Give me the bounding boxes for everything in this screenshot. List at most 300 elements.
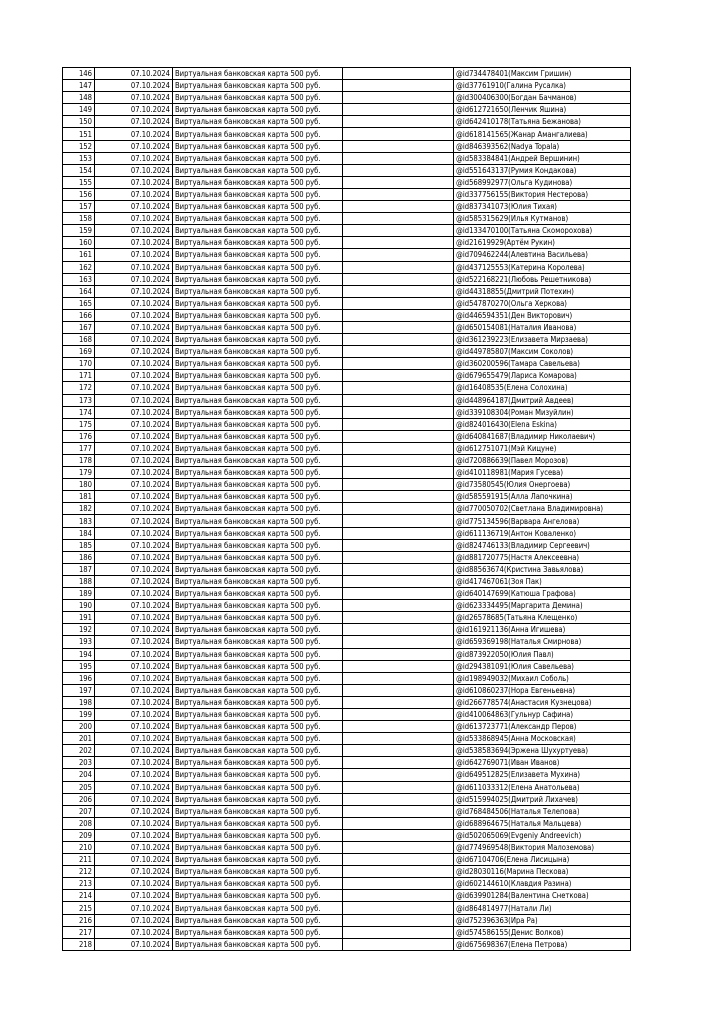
winner-cell: @id873922050(Юлия Павл): [454, 648, 631, 660]
prize-cell: Виртуальная банковская карта 500 руб.: [173, 346, 343, 358]
table-row: [63, 527, 631, 539]
date-cell: 07.10.2024: [95, 418, 173, 430]
row-number-cell: 174: [63, 406, 95, 418]
date-cell: 07.10.2024: [95, 382, 173, 394]
date-cell: 07.10.2024: [95, 188, 173, 200]
table-row: [63, 92, 631, 104]
winner-cell: @id339108304(Роман Мизуйлин): [454, 406, 631, 418]
table-row: [63, 237, 631, 249]
empty-cell: [343, 467, 454, 479]
prize-cell: Виртуальная банковская карта 500 руб.: [173, 684, 343, 696]
prize-cell: Виртуальная банковская карта 500 руб.: [173, 708, 343, 720]
empty-cell: [343, 442, 454, 454]
row-number-cell: 217: [63, 926, 95, 938]
winner-cell: @id198949032(Михаил Соболь): [454, 672, 631, 684]
winner-cell: @id28030116(Марина Пескова): [454, 866, 631, 878]
table-row: [63, 467, 631, 479]
winner-cell: @id639901284(Валентина Снеткова): [454, 890, 631, 902]
row-number-cell: 190: [63, 600, 95, 612]
winner-cell: @id437125553(Катерина Королева): [454, 261, 631, 273]
date-cell: 07.10.2024: [95, 225, 173, 237]
date-cell: 07.10.2024: [95, 309, 173, 321]
prize-cell: Виртуальная банковская карта 500 руб.: [173, 334, 343, 346]
prize-cell: Виртуальная банковская карта 500 руб.: [173, 442, 343, 454]
date-cell: 07.10.2024: [95, 781, 173, 793]
table-row: [63, 563, 631, 575]
empty-cell: [343, 104, 454, 116]
date-cell: 07.10.2024: [95, 467, 173, 479]
winner-cell: @id583384841(Андрей Вершинин): [454, 152, 631, 164]
date-cell: 07.10.2024: [95, 394, 173, 406]
date-cell: 07.10.2024: [95, 902, 173, 914]
prize-cell: Виртуальная банковская карта 500 руб.: [173, 926, 343, 938]
winner-cell: @id547870270(Ольга Херкова): [454, 297, 631, 309]
date-cell: 07.10.2024: [95, 575, 173, 587]
prize-cell: Виртуальная банковская карта 500 руб.: [173, 660, 343, 672]
winners-table: [62, 67, 631, 951]
winner-cell: @id610860237(Нора Евгеньевна): [454, 684, 631, 696]
date-cell: 07.10.2024: [95, 273, 173, 285]
empty-cell: [343, 805, 454, 817]
table-row: [63, 588, 631, 600]
row-number-cell: 159: [63, 225, 95, 237]
winner-cell: @id837341073(Юлия Тихая): [454, 201, 631, 213]
date-cell: 07.10.2024: [95, 297, 173, 309]
row-number-cell: 146: [63, 68, 95, 80]
winner-cell: @id515994025(Дмитрий Лихачев): [454, 793, 631, 805]
table-row: [63, 636, 631, 648]
date-cell: 07.10.2024: [95, 624, 173, 636]
table-row: [63, 648, 631, 660]
prize-cell: Виртуальная банковская карта 500 руб.: [173, 321, 343, 333]
table-row: [63, 201, 631, 213]
empty-cell: [343, 563, 454, 575]
prize-cell: Виртуальная банковская карта 500 руб.: [173, 297, 343, 309]
prize-cell: Виртуальная банковская карта 500 руб.: [173, 201, 343, 213]
prize-cell: Виртуальная банковская карта 500 руб.: [173, 878, 343, 890]
winner-cell: @id650154081(Наталия Иванова): [454, 321, 631, 333]
empty-cell: [343, 237, 454, 249]
prize-cell: Виртуальная банковская карта 500 руб.: [173, 866, 343, 878]
date-cell: 07.10.2024: [95, 890, 173, 902]
date-cell: 07.10.2024: [95, 201, 173, 213]
row-number-cell: 193: [63, 636, 95, 648]
empty-cell: [343, 455, 454, 467]
empty-cell: [343, 938, 454, 950]
winner-cell: @id538583694(Эржена Шухуртуева): [454, 745, 631, 757]
winner-cell: @id675698367(Елена Петрова): [454, 938, 631, 950]
row-number-cell: 148: [63, 92, 95, 104]
empty-cell: [343, 733, 454, 745]
date-cell: 07.10.2024: [95, 745, 173, 757]
table-row: [63, 878, 631, 890]
empty-cell: [343, 551, 454, 563]
prize-cell: Виртуальная банковская карта 500 руб.: [173, 249, 343, 261]
empty-cell: [343, 128, 454, 140]
winner-cell: @id568992977(Ольга Кудинова): [454, 176, 631, 188]
row-number-cell: 175: [63, 418, 95, 430]
row-number-cell: 156: [63, 188, 95, 200]
table-row: [63, 358, 631, 370]
empty-cell: [343, 600, 454, 612]
date-cell: 07.10.2024: [95, 805, 173, 817]
winner-cell: @id410064863(Гульнур Сафина): [454, 708, 631, 720]
row-number-cell: 183: [63, 515, 95, 527]
table-row: [63, 116, 631, 128]
empty-cell: [343, 696, 454, 708]
date-cell: 07.10.2024: [95, 866, 173, 878]
date-cell: 07.10.2024: [95, 914, 173, 926]
empty-cell: [343, 503, 454, 515]
row-number-cell: 160: [63, 237, 95, 249]
date-cell: 07.10.2024: [95, 854, 173, 866]
winner-cell: @id73580545(Юлия Онергоева): [454, 479, 631, 491]
table-row: [63, 455, 631, 467]
date-cell: 07.10.2024: [95, 261, 173, 273]
empty-cell: [343, 201, 454, 213]
empty-cell: [343, 346, 454, 358]
table-row: [63, 140, 631, 152]
row-number-cell: 163: [63, 273, 95, 285]
winner-cell: @id618141565(Жанар Амангалиева): [454, 128, 631, 140]
winner-cell: @id709462244(Алевтина Васильева): [454, 249, 631, 261]
winner-cell: @id26578685(Татьяна Клещенко): [454, 612, 631, 624]
row-number-cell: 210: [63, 842, 95, 854]
row-number-cell: 214: [63, 890, 95, 902]
winner-cell: @id161921136(Анна Игишева): [454, 624, 631, 636]
row-number-cell: 179: [63, 467, 95, 479]
winner-cell: @id585591915(Алла Лапочкина): [454, 491, 631, 503]
prize-cell: Виртуальная банковская карта 500 руб.: [173, 527, 343, 539]
table-row: [63, 406, 631, 418]
date-cell: 07.10.2024: [95, 80, 173, 92]
row-number-cell: 168: [63, 334, 95, 346]
row-number-cell: 185: [63, 539, 95, 551]
row-number-cell: 157: [63, 201, 95, 213]
winner-cell: @id522168221(Любовь Решетникова): [454, 273, 631, 285]
prize-cell: Виртуальная банковская карта 500 руб.: [173, 188, 343, 200]
prize-cell: Виртуальная банковская карта 500 руб.: [173, 128, 343, 140]
date-cell: 07.10.2024: [95, 733, 173, 745]
date-cell: 07.10.2024: [95, 769, 173, 781]
date-cell: 07.10.2024: [95, 140, 173, 152]
empty-cell: [343, 757, 454, 769]
prize-cell: Виртуальная банковская карта 500 руб.: [173, 842, 343, 854]
winner-cell: @id300406300(Богдан Бачманов): [454, 92, 631, 104]
row-number-cell: 203: [63, 757, 95, 769]
prize-cell: Виртуальная банковская карта 500 руб.: [173, 491, 343, 503]
winner-cell: @id533868945(Анна Московская): [454, 733, 631, 745]
date-cell: 07.10.2024: [95, 515, 173, 527]
row-number-cell: 180: [63, 479, 95, 491]
prize-cell: Виртуальная банковская карта 500 руб.: [173, 273, 343, 285]
date-cell: 07.10.2024: [95, 563, 173, 575]
prize-cell: Виртуальная банковская карта 500 руб.: [173, 624, 343, 636]
winner-cell: @id612721650(Ленчик Яшина): [454, 104, 631, 116]
table-row: [63, 539, 631, 551]
winner-cell: @id337756155(Виктория Нестерова): [454, 188, 631, 200]
row-number-cell: 154: [63, 164, 95, 176]
row-number-cell: 211: [63, 854, 95, 866]
winner-cell: @id640841687(Владимир Николаевич): [454, 430, 631, 442]
prize-cell: Виртуальная банковская карта 500 руб.: [173, 503, 343, 515]
winner-cell: @id864814977(Натали Ли): [454, 902, 631, 914]
winner-cell: @id449785807(Максим Соколов): [454, 346, 631, 358]
table-row: [63, 346, 631, 358]
table-row: [63, 757, 631, 769]
winner-cell: @id133470100(Татьяна Скоморохова): [454, 225, 631, 237]
empty-cell: [343, 358, 454, 370]
date-cell: 07.10.2024: [95, 829, 173, 841]
row-number-cell: 194: [63, 648, 95, 660]
date-cell: 07.10.2024: [95, 926, 173, 938]
prize-cell: Виртуальная банковская карта 500 руб.: [173, 467, 343, 479]
table-row: [63, 672, 631, 684]
table-row: [63, 866, 631, 878]
table-row: [63, 503, 631, 515]
winner-cell: @id688964675(Наталья Мальцева): [454, 817, 631, 829]
table-row: [63, 334, 631, 346]
date-cell: 07.10.2024: [95, 721, 173, 733]
date-cell: 07.10.2024: [95, 708, 173, 720]
prize-cell: Виртуальная банковская карта 500 руб.: [173, 612, 343, 624]
empty-cell: [343, 321, 454, 333]
prize-cell: Виртуальная банковская карта 500 руб.: [173, 358, 343, 370]
table-row: [63, 854, 631, 866]
date-cell: 07.10.2024: [95, 321, 173, 333]
winner-cell: @id585315629(Илья Кутманов): [454, 213, 631, 225]
date-cell: 07.10.2024: [95, 672, 173, 684]
prize-cell: Виртуальная банковская карта 500 руб.: [173, 104, 343, 116]
table-row: [63, 721, 631, 733]
winner-cell: @id623334495(Маргарита Демина): [454, 600, 631, 612]
table-row: [63, 297, 631, 309]
prize-cell: Виртуальная банковская карта 500 руб.: [173, 781, 343, 793]
prize-cell: Виртуальная банковская карта 500 руб.: [173, 769, 343, 781]
date-cell: 07.10.2024: [95, 455, 173, 467]
prize-cell: Виртуальная банковская карта 500 руб.: [173, 757, 343, 769]
date-cell: 07.10.2024: [95, 442, 173, 454]
winner-cell: @id774969548(Виктория Малоземова): [454, 842, 631, 854]
table-row: [63, 176, 631, 188]
winner-cell: @id21619929(Артём Рукин): [454, 237, 631, 249]
date-cell: 07.10.2024: [95, 491, 173, 503]
table-row: [63, 430, 631, 442]
row-number-cell: 151: [63, 128, 95, 140]
date-cell: 07.10.2024: [95, 406, 173, 418]
table-row: [63, 793, 631, 805]
prize-cell: Виртуальная банковская карта 500 руб.: [173, 237, 343, 249]
table-row: [63, 612, 631, 624]
prize-cell: Виртуальная банковская карта 500 руб.: [173, 563, 343, 575]
empty-cell: [343, 479, 454, 491]
date-cell: 07.10.2024: [95, 696, 173, 708]
winner-cell: @id502065069(Evgeniy Andreevich): [454, 829, 631, 841]
winner-cell: @id67104706(Елена Лисицына): [454, 854, 631, 866]
prize-cell: Виртуальная банковская карта 500 руб.: [173, 92, 343, 104]
prize-cell: Виртуальная банковская карта 500 руб.: [173, 285, 343, 297]
prize-cell: Виртуальная банковская карта 500 руб.: [173, 116, 343, 128]
table-row: [63, 382, 631, 394]
table-row: [63, 829, 631, 841]
date-cell: 07.10.2024: [95, 479, 173, 491]
winner-cell: @id642769071(Иван Иванов): [454, 757, 631, 769]
empty-cell: [343, 793, 454, 805]
winner-cell: @id824016430(Elena Eskina): [454, 418, 631, 430]
date-cell: 07.10.2024: [95, 285, 173, 297]
row-number-cell: 197: [63, 684, 95, 696]
table-row: [63, 575, 631, 587]
date-cell: 07.10.2024: [95, 249, 173, 261]
row-number-cell: 202: [63, 745, 95, 757]
prize-cell: Виртуальная банковская карта 500 руб.: [173, 164, 343, 176]
date-cell: 07.10.2024: [95, 842, 173, 854]
table-row: [63, 781, 631, 793]
row-number-cell: 199: [63, 708, 95, 720]
table-row: [63, 938, 631, 950]
table-row: [63, 696, 631, 708]
date-cell: 07.10.2024: [95, 334, 173, 346]
table-row: [63, 817, 631, 829]
prize-cell: Виртуальная банковская карта 500 руб.: [173, 213, 343, 225]
row-number-cell: 212: [63, 866, 95, 878]
empty-cell: [343, 152, 454, 164]
winner-cell: @id881720775(Настя Алексеевна): [454, 551, 631, 563]
prize-cell: Виртуальная банковская карта 500 руб.: [173, 805, 343, 817]
empty-cell: [343, 588, 454, 600]
prize-cell: Виртуальная банковская карта 500 руб.: [173, 370, 343, 382]
prize-cell: Виртуальная банковская карта 500 руб.: [173, 261, 343, 273]
table-row: [63, 491, 631, 503]
row-number-cell: 150: [63, 116, 95, 128]
row-number-cell: 152: [63, 140, 95, 152]
winner-cell: @id768484506(Наталья Телепова): [454, 805, 631, 817]
row-number-cell: 167: [63, 321, 95, 333]
prize-cell: Виртуальная банковская карта 500 руб.: [173, 382, 343, 394]
date-cell: 07.10.2024: [95, 817, 173, 829]
empty-cell: [343, 382, 454, 394]
empty-cell: [343, 188, 454, 200]
prize-cell: Виртуальная банковская карта 500 руб.: [173, 140, 343, 152]
row-number-cell: 205: [63, 781, 95, 793]
row-number-cell: 161: [63, 249, 95, 261]
row-number-cell: 169: [63, 346, 95, 358]
table-row: [63, 600, 631, 612]
row-number-cell: 171: [63, 370, 95, 382]
table-row: [63, 152, 631, 164]
prize-cell: Виртуальная банковская карта 500 руб.: [173, 539, 343, 551]
winner-cell: @id446594351(Ден Викторович): [454, 309, 631, 321]
date-cell: 07.10.2024: [95, 793, 173, 805]
empty-cell: [343, 914, 454, 926]
table-row: [63, 769, 631, 781]
date-cell: 07.10.2024: [95, 237, 173, 249]
empty-cell: [343, 249, 454, 261]
winner-cell: @id611136719(Антон Коваленко): [454, 527, 631, 539]
date-cell: 07.10.2024: [95, 104, 173, 116]
prize-cell: Виртуальная банковская карта 500 руб.: [173, 721, 343, 733]
table-row: [63, 188, 631, 200]
prize-cell: Виртуальная банковская карта 500 руб.: [173, 636, 343, 648]
empty-cell: [343, 491, 454, 503]
empty-cell: [343, 672, 454, 684]
empty-cell: [343, 890, 454, 902]
date-cell: 07.10.2024: [95, 878, 173, 890]
winner-cell: @id640147699(Катюша Графова): [454, 588, 631, 600]
empty-cell: [343, 430, 454, 442]
table-row: [63, 624, 631, 636]
prize-cell: Виртуальная банковская карта 500 руб.: [173, 418, 343, 430]
table-row: [63, 914, 631, 926]
winner-cell: @id574586155(Денис Волков): [454, 926, 631, 938]
winner-cell: @id752396363(Ира Ра): [454, 914, 631, 926]
table-row: [63, 926, 631, 938]
winner-cell: @id612751071(Мэй Кицуне): [454, 442, 631, 454]
winner-cell: @id44318855(Дмитрий Потехин): [454, 285, 631, 297]
empty-cell: [343, 575, 454, 587]
row-number-cell: 207: [63, 805, 95, 817]
empty-cell: [343, 394, 454, 406]
winner-cell: @id16408535(Елена Солохина): [454, 382, 631, 394]
winner-cell: @id775134596(Варвара Ангелова): [454, 515, 631, 527]
prize-cell: Виртуальная банковская карта 500 руб.: [173, 225, 343, 237]
table-row: [63, 285, 631, 297]
table-row: [63, 733, 631, 745]
table-row: [63, 479, 631, 491]
row-number-cell: 204: [63, 769, 95, 781]
row-number-cell: 200: [63, 721, 95, 733]
date-cell: 07.10.2024: [95, 68, 173, 80]
table-row: [63, 745, 631, 757]
table-row: [63, 442, 631, 454]
empty-cell: [343, 842, 454, 854]
date-cell: 07.10.2024: [95, 430, 173, 442]
winner-cell: @id266778574(Анастасия Кузнецова): [454, 696, 631, 708]
row-number-cell: 162: [63, 261, 95, 273]
prize-cell: Виртуальная банковская карта 500 руб.: [173, 152, 343, 164]
table-row: [63, 164, 631, 176]
row-number-cell: 170: [63, 358, 95, 370]
date-cell: 07.10.2024: [95, 938, 173, 950]
empty-cell: [343, 612, 454, 624]
empty-cell: [343, 684, 454, 696]
winner-cell: @id448964187(Дмитрий Авдеев): [454, 394, 631, 406]
empty-cell: [343, 636, 454, 648]
row-number-cell: 188: [63, 575, 95, 587]
row-number-cell: 192: [63, 624, 95, 636]
prize-cell: Виртуальная банковская карта 500 руб.: [173, 479, 343, 491]
empty-cell: [343, 92, 454, 104]
row-number-cell: 166: [63, 309, 95, 321]
prize-cell: Виртуальная банковская карта 500 руб.: [173, 914, 343, 926]
prize-cell: Виртуальная банковская карта 500 руб.: [173, 745, 343, 757]
winner-cell: @id410118981(Мария Гусева): [454, 467, 631, 479]
date-cell: 07.10.2024: [95, 213, 173, 225]
row-number-cell: 182: [63, 503, 95, 515]
winner-cell: @id417467061(Зоя Пак): [454, 575, 631, 587]
row-number-cell: 164: [63, 285, 95, 297]
empty-cell: [343, 515, 454, 527]
table-row: [63, 249, 631, 261]
prize-cell: Виртуальная банковская карта 500 руб.: [173, 394, 343, 406]
prize-cell: Виртуальная банковская карта 500 руб.: [173, 551, 343, 563]
date-cell: 07.10.2024: [95, 648, 173, 660]
table-row: [63, 128, 631, 140]
row-number-cell: 216: [63, 914, 95, 926]
table-row: [63, 370, 631, 382]
prize-cell: Виртуальная банковская карта 500 руб.: [173, 455, 343, 467]
date-cell: 07.10.2024: [95, 588, 173, 600]
